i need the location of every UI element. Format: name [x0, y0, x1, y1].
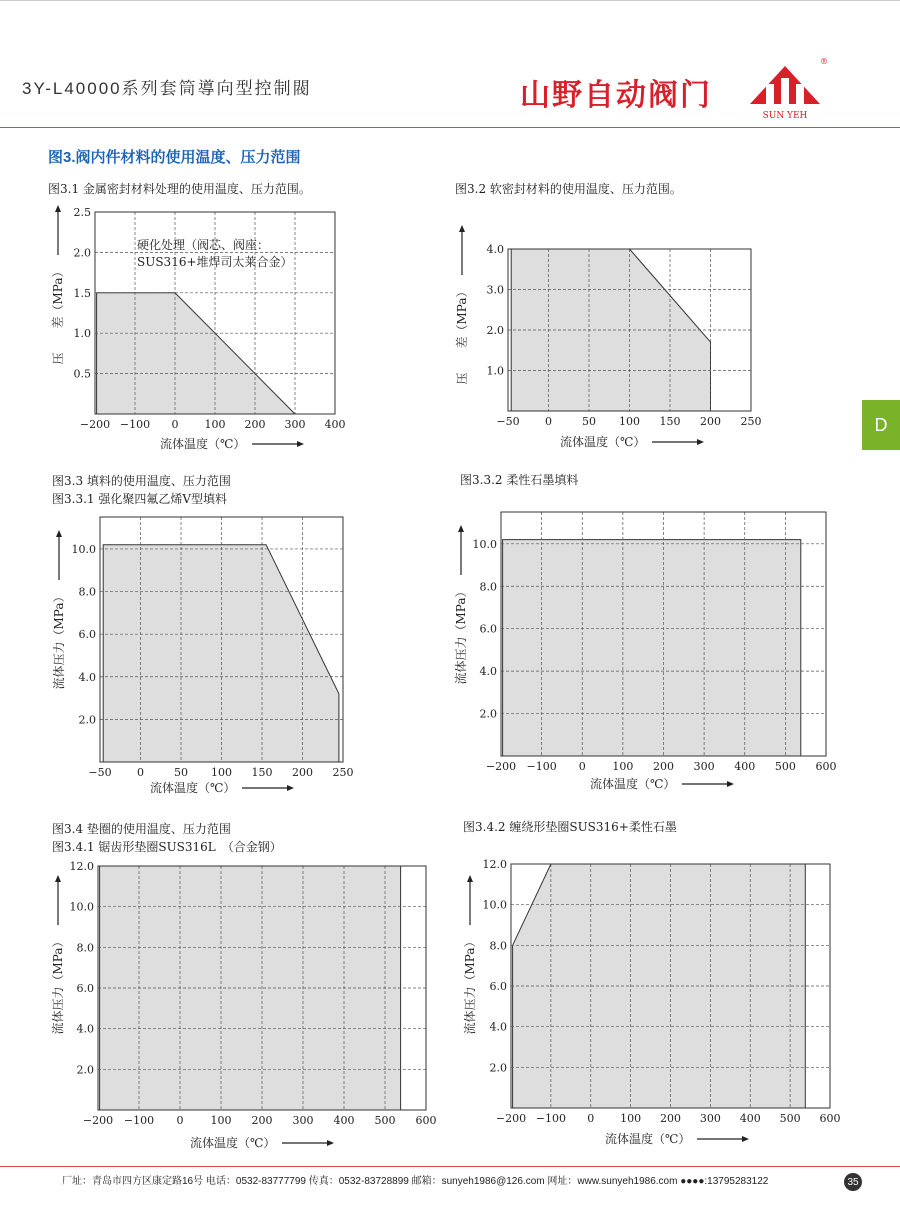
chart-3-3-2-ylabel-arrowhead [458, 525, 464, 532]
chart-3-3-2-y-tick: 6.0 [479, 622, 497, 636]
chart-3-3-1-x-tick: 100 [211, 766, 232, 779]
chart-3-4-1-xlabel-arrowhead [327, 1140, 334, 1146]
chart-3-4-2-xlabel-arrowhead [742, 1136, 749, 1142]
chart-3-1-x-tick: −100 [119, 418, 151, 431]
chart-3-3-2 [453, 512, 837, 791]
chart-3-3-2-x-tick: 600 [815, 760, 837, 773]
chart-3-4-2-x-tick: 200 [660, 1112, 681, 1125]
chart-3-3-2-xlabel-arrowhead [727, 781, 734, 787]
chart-3-4-1-ylabel: 流体压力（MPa） [51, 935, 65, 1035]
chart-3-4-1-y-tick: 4.0 [76, 1022, 94, 1036]
chart-3-3-1-y-tick: 2.0 [78, 713, 96, 727]
chart-3-3-1-xlabel-arrowhead [287, 785, 294, 791]
chart-3-4-1-y-tick: 6.0 [76, 982, 94, 995]
section-tab-d[interactable]: D [862, 400, 900, 450]
chart-3-4-1-x-tick: 500 [374, 1114, 396, 1127]
chart-3-4-2-y-tick: 10.0 [482, 898, 507, 912]
chart-3-1-y-tick: 1.0 [73, 327, 91, 341]
chart-3-4-2-x-tick: 300 [699, 1112, 721, 1125]
chart-3-4-2-x-tick: 100 [620, 1112, 642, 1125]
chart-3-2-ylabel-arrowhead [459, 225, 465, 232]
chart-3-1-ylabel: 压 差（MPa） [51, 265, 65, 365]
chart-3-4-2-ylabel-arrowhead [467, 875, 473, 882]
caption-3-3-2: 图3.3.2 柔性石墨填料 [460, 473, 579, 487]
chart-3-1-y-tick: 2.5 [73, 206, 91, 219]
chart-3-1-region [97, 293, 295, 414]
chart-3-4-1-x-tick: 600 [415, 1114, 437, 1127]
section-title: 图3.阀内件材料的使用温度、压力范围 [48, 149, 301, 166]
chart-3-3-2-x-tick: 400 [734, 760, 756, 773]
footer-contact: 厂址：青岛市四方区康定路16号 电话：0532-83777799 传真：0532-83728899 邮箱：sunyeh1986@126.com 网址：www.sunyeh1986.com ●●●●:13795283122 [62, 1176, 769, 1187]
chart-3-4-1-x-tick: 300 [292, 1114, 314, 1127]
chart-3-2-y-tick: 4.0 [486, 243, 504, 256]
chart-3-4-2-x-tick: −100 [535, 1112, 566, 1125]
chart-3-3-1-y-tick: 10.0 [71, 542, 96, 556]
chart-3-3-2-x-tick: −100 [526, 760, 557, 773]
chart-3-3-2-y-tick: 8.0 [479, 580, 497, 594]
chart-3-3-2-x-tick: 500 [774, 760, 796, 773]
chart-3-4-1-x-tick: 400 [333, 1114, 355, 1127]
chart-3-2-x-tick: 100 [619, 415, 640, 428]
chart-3-3-1-x-tick: −50 [88, 766, 112, 779]
chart-3-2-x-tick: 150 [659, 415, 681, 428]
chart-3-1-annotation: 硬化处理（阀芯、阀座： [137, 238, 270, 252]
chart-3-3-2-x-tick: 100 [612, 760, 634, 773]
chart-3-1-x-tick: 400 [324, 418, 346, 431]
chart-3-4-1-x-tick: 100 [210, 1114, 232, 1127]
chart-3-4-2-y-tick: 2.0 [489, 1061, 507, 1075]
chart-3-3-1-x-tick: 0 [137, 766, 144, 779]
chart-3-3-1-ylabel: 流体压力（MPa） [52, 590, 66, 690]
chart-3-4-1-y-tick: 12.0 [69, 860, 94, 873]
chart-3-4-1-xlabel: 流体温度（℃） [190, 1136, 276, 1150]
caption-3-4-2: 图3.4.2 缠绕形垫圈SUS316+柔性石墨 [463, 820, 677, 834]
chart-3-3-1-y-tick: 4.0 [78, 670, 96, 684]
chart-3-3-2-y-tick: 2.0 [479, 707, 497, 721]
chart-3-4-2-y-tick: 4.0 [489, 1020, 507, 1034]
chart-3-2-y-tick: 2.0 [486, 324, 504, 337]
chart-3-4-1-y-tick: 8.0 [76, 941, 94, 955]
chart-3-4-2-y-tick: 12.0 [482, 858, 507, 871]
chart-3-1-annotation: SUS316+堆焊司太莱合金） [137, 255, 293, 269]
chart-3-2-ylabel: 压 差（MPa） [455, 285, 469, 385]
chart-3-4-2-xlabel: 流体温度（℃） [605, 1132, 691, 1146]
logo-text: SUN YEH [762, 111, 808, 121]
chart-3-3-2-xlabel: 流体温度（℃） [590, 777, 676, 791]
chart-3-3-2-x-tick: 300 [693, 760, 715, 773]
chart-3-4-1-ylabel-arrowhead [55, 875, 61, 882]
chart-3-1-x-tick: 0 [171, 418, 179, 431]
chart-3-2 [454, 225, 762, 449]
chart-3-4-1-x-tick: −100 [123, 1114, 155, 1127]
chart-3-3-2-y-tick: 10.0 [472, 537, 497, 551]
chart-3-4-1-x-tick: 0 [176, 1114, 184, 1127]
chart-3-3-1-ylabel-arrowhead [56, 530, 62, 537]
chart-3-2-x-tick: 250 [740, 415, 762, 428]
chart-3-2-x-tick: −50 [496, 415, 520, 428]
chart-3-3-1-x-tick: 250 [332, 766, 354, 779]
series-title: 3Y-L40000系列套筒導向型控制閥 [22, 79, 312, 98]
chart-3-1-xlabel-arrowhead [297, 441, 304, 447]
chart-3-3-1 [51, 517, 354, 795]
chart-3-2-y-tick: 3.0 [486, 283, 504, 297]
chart-3-1-x-tick: 200 [244, 418, 266, 431]
chart-3-4-2-y-tick: 6.0 [489, 980, 507, 993]
chart-3-1 [50, 205, 346, 451]
chart-3-4-1-x-tick: 200 [251, 1114, 273, 1127]
chart-3-4-2-ylabel: 流体压力（MPa） [463, 935, 477, 1035]
chart-3-4-2-x-tick: −200 [495, 1112, 527, 1125]
chart-3-4-2-x-tick: 0 [587, 1112, 595, 1125]
chart-3-4-2-x-tick: 500 [779, 1112, 801, 1125]
caption-3-3-1: 图3.3.1 强化聚四氟乙烯V型填料 [52, 492, 228, 506]
chart-3-4-2-x-tick: 600 [819, 1112, 841, 1125]
chart-3-2-xlabel-arrowhead [697, 439, 704, 445]
chart-3-4-1-x-tick: −200 [82, 1114, 114, 1127]
footer-divider [0, 1166, 900, 1167]
chart-3-3-2-y-tick: 4.0 [479, 665, 497, 679]
logo-registered-mark: ® [820, 57, 828, 66]
caption-3-2: 图3.2 软密封材料的使用温度、压力范围。 [455, 182, 682, 196]
chart-3-4-1-y-tick: 10.0 [69, 900, 94, 914]
chart-3-2-x-tick: 50 [582, 415, 596, 428]
chart-3-3-2-x-tick: 0 [578, 760, 586, 773]
caption-3-4-1: 图3.4.1 锯齿形垫圈SUS316L （合金钢） [52, 840, 282, 854]
chart-3-1-x-tick: 300 [284, 418, 306, 431]
chart-3-3-2-x-tick: −200 [485, 760, 517, 773]
page-number: 35 [844, 1173, 862, 1191]
chart-3-1-x-tick: 100 [204, 418, 226, 431]
chart-3-2-xlabel: 流体温度（℃） [560, 435, 646, 449]
chart-3-1-y-tick: 2.0 [73, 246, 91, 260]
chart-3-3-1-xlabel: 流体温度（℃） [150, 781, 236, 795]
chart-3-4-1 [50, 860, 437, 1150]
chart-3-1-x-tick: −200 [79, 418, 111, 431]
chart-3-4-2-x-tick: 400 [739, 1112, 761, 1125]
chart-3-3-1-region [103, 545, 339, 762]
chart-3-3-1-x-tick: 150 [251, 766, 273, 779]
chart-3-3-2-region [503, 540, 801, 756]
chart-3-3-2-x-tick: 200 [653, 760, 674, 773]
chart-3-2-y-tick: 1.0 [486, 364, 504, 378]
chart-3-4-2-y-tick: 8.0 [489, 939, 507, 953]
caption-3-3: 图3.3 填料的使用温度、压力范围 [52, 474, 231, 488]
brand-name: 山野自动阀门 [520, 79, 712, 112]
chart-3-3-1-x-tick: 200 [292, 766, 313, 779]
chart-3-3-1-y-tick: 6.0 [78, 628, 96, 642]
chart-3-3-1-x-tick: 50 [174, 766, 188, 779]
chart-3-2-x-tick: 200 [700, 415, 721, 428]
chart-3-4-2 [462, 858, 841, 1146]
caption-3-1: 图3.1 金属密封材料处理的使用温度、压力范围。 [48, 182, 311, 196]
chart-3-3-2-ylabel: 流体压力（MPa） [454, 585, 468, 685]
chart-3-1-y-tick: 0.5 [73, 367, 91, 381]
chart-3-4-1-y-tick: 2.0 [76, 1063, 94, 1077]
caption-3-4: 图3.4 垫圈的使用温度、压力范围 [52, 822, 231, 836]
chart-3-3-1-y-tick: 8.0 [78, 585, 96, 599]
chart-3-1-xlabel: 流体温度（℃） [160, 437, 246, 451]
chart-3-1-ylabel-arrowhead [55, 205, 61, 212]
chart-3-1-y-tick: 1.5 [73, 286, 91, 300]
chart-3-2-x-tick: 0 [545, 415, 552, 428]
